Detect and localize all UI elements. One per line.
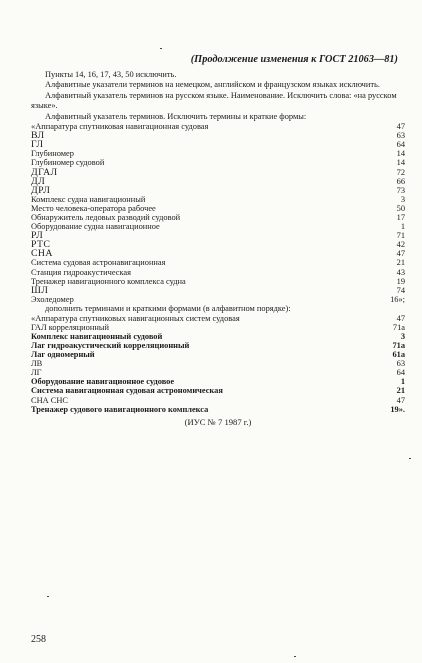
term-number: 42	[396, 240, 405, 250]
added-terms-list	[31, 314, 405, 414]
term-number: 71а	[392, 322, 405, 332]
added-term-row	[31, 377, 405, 386]
term-number: 50	[396, 203, 405, 213]
term-number: 64	[396, 140, 405, 150]
added-term-row	[31, 332, 405, 341]
print-speck	[409, 458, 411, 459]
page-header: (Продолжение изменения к ГОСТ 21063—81)	[190, 54, 398, 65]
excluded-term-row	[31, 177, 405, 186]
term-number: 3	[400, 194, 405, 204]
term-label: ЛГ	[31, 368, 42, 378]
excluded-term-row	[31, 249, 405, 258]
page-number: 258	[31, 634, 46, 645]
excluded-term-row	[31, 131, 405, 140]
excluded-term-row	[31, 231, 405, 240]
term-label: Обнаружитель ледовых разводий судовой	[31, 212, 181, 222]
print-speck	[47, 596, 49, 597]
term-number: 3	[400, 331, 405, 341]
added-term-row	[31, 314, 405, 323]
excluded-term-row	[31, 140, 405, 149]
excluded-term-row	[31, 168, 405, 177]
term-label: СНА	[31, 248, 53, 260]
term-number: 19	[396, 276, 405, 286]
term-number: 74	[396, 285, 405, 295]
footer-note: (ИУС № 7 1987 г.)	[184, 416, 252, 427]
paragraph-3: Алфавитный указатель терминов на русском языке. Наименование. Исключить слова: «на русском языке».	[31, 90, 397, 111]
term-number: 21	[396, 386, 405, 396]
term-number: 63	[396, 131, 405, 141]
term-label: Оборудование навигационное судовое	[31, 377, 175, 387]
term-label: Эхоледомер	[31, 294, 74, 304]
term-number: 14	[396, 158, 405, 168]
term-number: 71	[396, 231, 405, 241]
term-label: ВЛ	[31, 130, 45, 142]
added-term-row	[31, 323, 405, 332]
subheading: дополнить терминами и краткими формами (в алфавитном порядке):	[45, 303, 291, 313]
term-label: «Аппаратура спутниковая навигационная судовая	[31, 122, 209, 132]
term-number: 63	[396, 359, 405, 369]
print-speck	[294, 656, 296, 657]
excluded-term-row	[31, 240, 405, 249]
paragraph-1: Пункты 14, 16, 17, 43, 50 исключить.	[45, 70, 177, 79]
paragraph-2: Алфавитные указатели терминов на немецком, английском и французском языках исключить.	[45, 80, 380, 90]
term-label: Оборудование судна навигационное	[31, 222, 160, 232]
added-term-row	[31, 350, 405, 359]
excluded-term-row	[31, 277, 405, 286]
term-number: 19».	[390, 404, 405, 414]
term-number: 21	[396, 258, 405, 268]
added-term-row	[31, 386, 405, 395]
term-label: Система навигационная судовая астрономическая	[31, 386, 223, 396]
excluded-term-row	[31, 186, 405, 195]
term-label: Комплекс судна навигационный	[31, 194, 146, 204]
excluded-term-row	[31, 258, 405, 267]
term-label: ГЛ	[31, 139, 44, 151]
term-label: Место человека-оператора рабочее	[31, 203, 156, 213]
added-term-row	[31, 368, 405, 377]
term-number: 14	[396, 149, 405, 159]
term-label: ГАЛ корреляционный	[31, 322, 109, 332]
term-number: 66	[396, 176, 405, 186]
added-term-row	[31, 359, 405, 368]
excluded-term-row	[31, 222, 405, 231]
term-label: РТС	[31, 239, 51, 251]
term-number: 47	[396, 122, 405, 132]
term-number: 47	[396, 313, 405, 323]
term-number: 43	[396, 267, 405, 277]
term-label: Система судовая астронавигационная	[31, 258, 166, 268]
term-number: 71а	[392, 340, 405, 350]
term-number: 47	[396, 395, 405, 405]
excluded-term-row	[31, 268, 405, 277]
excluded-term-row	[31, 213, 405, 222]
added-term-row	[31, 405, 405, 414]
term-label: Глубиномер	[31, 149, 74, 159]
term-label: Лаг одномерный	[31, 350, 95, 360]
term-label: РЛ	[31, 230, 44, 242]
document-body	[31, 70, 405, 427]
excluded-term-row	[31, 204, 405, 213]
term-number: 72	[396, 167, 405, 177]
excluded-terms-list	[31, 122, 405, 304]
term-label: Станция гидроакустическая	[31, 267, 131, 277]
term-number: 64	[396, 368, 405, 378]
term-number: 1	[400, 377, 405, 387]
excluded-term-row	[31, 195, 405, 204]
term-label: Лаг гидроакустический корреляционный	[31, 340, 190, 350]
term-number: 1	[400, 222, 405, 232]
added-term-row	[31, 341, 405, 350]
excluded-term-row	[31, 158, 405, 167]
added-term-row	[31, 396, 405, 405]
term-label: СНА СНС	[31, 395, 68, 405]
term-label: «Аппаратура спутниковых навигационных систем судовая	[31, 313, 240, 323]
excluded-term-row	[31, 286, 405, 295]
term-label: ДРЛ	[31, 184, 51, 196]
term-label: Тренажер судового навигационного комплекса	[31, 404, 209, 414]
term-label: ДЛ	[31, 175, 46, 187]
excluded-term-row	[31, 295, 405, 304]
term-number: 47	[396, 249, 405, 259]
term-label: ДГАЛ	[31, 166, 58, 178]
term-label: ШЛ	[31, 284, 49, 296]
term-label: Глубиномер судовой	[31, 158, 105, 168]
term-label: Тренажер навигационного комплекса судна	[31, 276, 186, 286]
term-number: 16»;	[390, 294, 405, 304]
term-number: 73	[396, 185, 405, 195]
term-number: 17	[396, 212, 405, 222]
term-label: ЛВ	[31, 359, 43, 369]
term-number: 61а	[392, 350, 405, 360]
paragraph-4: Алфавитный указатель терминов. Исключить термины и краткие формы:	[45, 111, 307, 121]
term-label: Комплекс навигационный судовой	[31, 331, 163, 341]
print-speck	[160, 48, 162, 49]
excluded-term-row	[31, 122, 405, 131]
excluded-term-row	[31, 149, 405, 158]
